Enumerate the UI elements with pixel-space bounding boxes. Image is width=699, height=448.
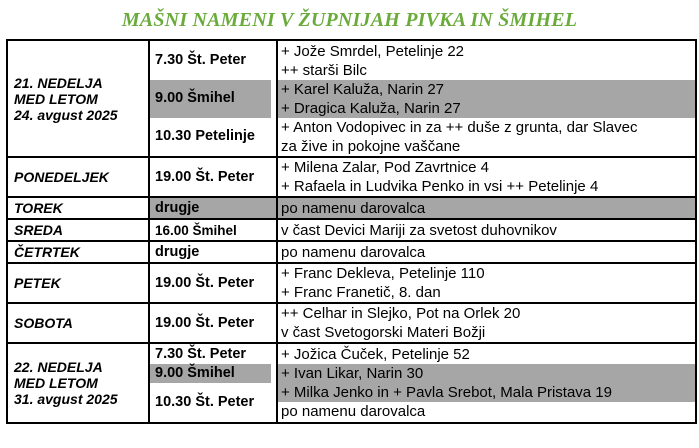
intention-line: + Karel Kaluža, Narin 27 <box>278 80 695 99</box>
intention-line: + Dragica Kaluža, Narin 27 <box>278 99 695 118</box>
intention-line: v čast Devici Mariji za svetost duhovnikov <box>281 221 557 239</box>
time-cell <box>149 343 277 423</box>
intention-line: po namenu darovalca <box>281 199 426 217</box>
page-title: MAŠNI NAMENI V ŽUPNIJAH PIVKA IN ŠMIHEL <box>121 9 578 31</box>
table-row <box>7 263 696 303</box>
day-cell <box>7 40 149 157</box>
day-cell: ČETRTEK <box>7 241 149 263</box>
intention-cell <box>277 157 696 197</box>
day-label: MED LETOM <box>14 375 98 391</box>
intention-line: po namenu darovalca <box>281 243 426 261</box>
intention-line: + Jožica Čuček, Petelinje 52 <box>281 346 470 363</box>
mass-time: 16.00 Šmihel <box>155 222 237 238</box>
mass-time: drugje <box>155 199 200 216</box>
intention-line: za žive in pokojne vaščane <box>281 137 461 155</box>
intention-line: po namenu darovalca <box>281 403 426 420</box>
day-cell <box>7 343 149 423</box>
intention-cell <box>277 263 696 303</box>
intention-line: v čast Svetogorski Materi Božji <box>281 324 486 341</box>
intention-cell <box>277 241 696 263</box>
intention-line: + Ivan Likar, Narin 30 <box>278 364 695 383</box>
mass-time: drugje <box>155 243 200 260</box>
intention-line: + Jože Smrdel, Petelinje 22 <box>281 42 465 60</box>
table-row <box>7 40 696 157</box>
mass-time: 19.00 Št. Peter <box>155 168 255 185</box>
intention-cell <box>277 303 696 343</box>
mass-time: 9.00 Šmihel <box>150 364 271 383</box>
intention-line: + Milena Zalar, Pod Zavrtnice 4 <box>281 159 490 176</box>
day-label: 22. NEDELJA <box>14 359 103 375</box>
time-cell <box>149 40 277 157</box>
table-row <box>7 241 696 263</box>
day-cell: SREDA <box>7 219 149 241</box>
intention-cell <box>277 40 696 157</box>
mass-time: 10.30 Št. Peter <box>155 393 255 410</box>
intention-line: + Milka Jenko in + Pavla Srebot, Mala Pristava 19 <box>278 383 695 402</box>
time-cell <box>149 219 277 241</box>
day-cell: PONEDELJEK <box>7 157 149 197</box>
mass-time: 19.00 Št. Peter <box>155 314 255 331</box>
day-date: 24. avgust 2025 <box>14 106 118 123</box>
intention-line: + Anton Vodopivec in za ++ duše z grunta, dar Slavec <box>281 118 638 136</box>
day-cell: PETEK <box>7 263 149 303</box>
day-cell: SOBOTA <box>7 303 149 343</box>
time-cell <box>149 241 277 263</box>
day-label: MED LETOM <box>14 90 98 107</box>
day-cell: TOREK <box>7 197 149 219</box>
mass-time: 19.00 Št. Peter <box>155 274 255 291</box>
mass-time: 9.00 Šmihel <box>150 80 271 118</box>
time-cell <box>149 263 277 303</box>
table-row <box>7 197 696 219</box>
mass-time: 10.30 Petelinje <box>155 128 255 144</box>
day-label: 21. NEDELJA <box>14 74 103 91</box>
intention-line: + Rafaela in Ludvika Penko in vsi ++ Petelinje 4 <box>281 178 599 195</box>
table-row <box>7 157 696 197</box>
time-cell <box>149 303 277 343</box>
time-cell <box>149 197 277 219</box>
intention-line: ++ Celhar in Slejko, Pot na Orlek 20 <box>281 305 521 322</box>
intention-cell <box>277 197 696 219</box>
mass-intentions-table <box>6 39 697 424</box>
day-date: 31. avgust 2025 <box>14 391 118 407</box>
intention-cell <box>277 343 696 423</box>
mass-time: 7.30 Št. Peter <box>155 346 247 362</box>
intention-line: + Franc Dekleva, Petelinje 110 <box>281 265 485 282</box>
intention-line: ++ starši Bilc <box>281 61 367 79</box>
intention-line: + Franc Franetič, 8. dan <box>281 284 441 301</box>
table-row <box>7 343 696 423</box>
table-row <box>7 303 696 343</box>
time-cell <box>149 157 277 197</box>
table-row <box>7 219 696 241</box>
mass-time: 7.30 Št. Peter <box>155 52 247 68</box>
intention-cell <box>277 219 696 241</box>
